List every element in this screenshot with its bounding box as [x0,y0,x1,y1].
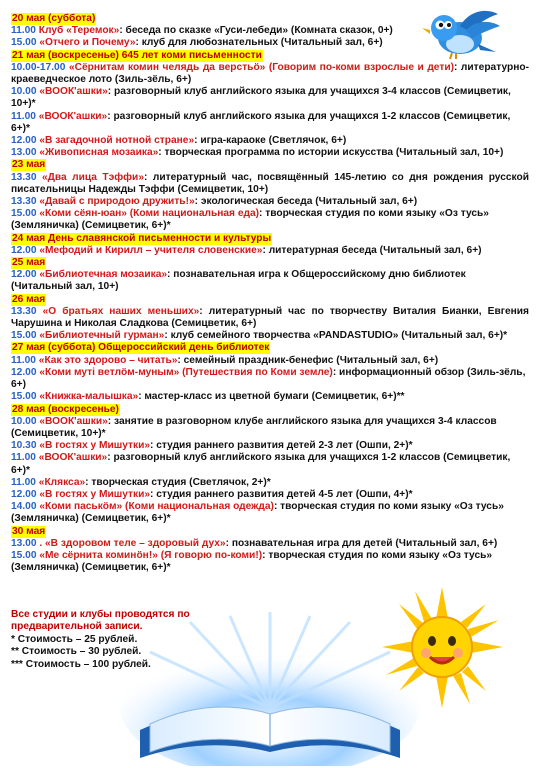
event-time: 13.00 [11,147,37,159]
event-description: : мастер-класс из цветной бумаги (Семицветик, 6+)** [138,391,405,403]
event-item [11,330,529,342]
notes-lead-line: предварительной записи. [11,621,143,633]
event-description: : творческая студия по коми языку «Оз тусь» (Земляничка) (Семицветик, 6+)* [11,549,493,574]
event-description: : экологическая беседа (Читальный зал, 6+) [194,196,418,208]
date-header: 20 мая (суббота) [12,13,96,24]
event-item [11,135,529,147]
event-time: 10.00-17.00 [11,61,66,73]
event-title: «Сёрнитам комин челядь да верстьö» (Говорим по-коми взрослые и дети) [68,61,454,73]
day-section [11,159,529,232]
event-description: : информационный обзор (Зиль-зёль, 6+) [11,366,526,391]
event-time: 12.00 [11,366,37,378]
date-header: 26 мая [12,293,46,305]
event-time: 11.00 [11,25,36,37]
event-time: 10.00 [11,415,37,427]
price-note: ** Стоимость – 30 рублей. [11,646,142,658]
event-time: 11.00 [11,452,36,464]
event-title: «Библиотечная мозаика» [39,269,168,281]
event-description: : литературно-краеведческое лото (Зиль-зёль, 6+) [11,61,529,86]
event-time: 10.00 [11,86,37,98]
date-header: 25 мая [12,257,46,269]
open-book-illustration [120,612,420,766]
event-description: : семейный праздник-бенефис (Читальный зал, 6+) [177,354,439,366]
event-description: : клуб для любознательных (Читальный зал, 6+) [135,37,383,49]
event-item [11,62,529,86]
event-title: «Коми сёян-юан» (Коми национальная еда) [39,208,260,220]
event-item [11,269,529,293]
event-item [11,111,529,135]
event-title: «Живописная мозаика» [39,147,159,159]
event-time: 15.00 [11,208,37,220]
event-time: 13.30 [11,171,37,183]
event-description: : литературный час по творчеству Виталия Бианки, Евгения Чарушина и Николая Сладкова (Семицветик, 6+) [11,305,529,330]
event-description: : познавательная игра для детей (Читальный зал, 6+) [225,537,498,549]
event-description: : литературный час, посвящённый 145-летию со дня рождения русской писательницы Надежды Тэффи (Семицветик, 10+) [11,171,529,195]
date-header: 21 мая (воскресенье) 645 лет коми письменности [12,49,262,61]
event-time: 11.00 [11,354,36,366]
event-title: «Мефодий и Кирилл – учителя словенские» [39,244,263,256]
event-description: : творческая студия (Светлячок, 2+)* [85,476,271,488]
schedule [11,13,529,574]
event-item [11,416,529,440]
event-time: 15.00 [11,549,37,561]
event-title: «Библиотечный гурман» [39,330,165,342]
event-title: «Ме сёрнита коминöн!» (Я говорю по-коми!) [39,549,263,561]
date-header: 28 мая (воскресенье) [12,403,119,415]
event-description: : занятие в разговорном клубе английского языка для учащихся 3-4 классов (Семицветик, 10+)* [11,415,497,439]
date-header: 27 мая (суббота) Общероссийский день библиотек [12,342,270,354]
event-title: «Как это здорово – читать» [38,354,178,366]
price-note: *** Стоимость – 100 рублей. [11,658,151,670]
event-title: «В гостях у Мишутки» [39,488,151,500]
event-item [11,477,529,489]
event-title: «Отчего и Почему» [39,37,136,49]
price-note: * Стоимость – 25 рублей. [11,633,138,645]
event-time: 12.00 [11,244,37,256]
day-section [11,342,529,403]
event-title: «Клякса» [38,476,86,488]
date-header: 30 мая [12,525,46,537]
event-item [11,306,529,330]
event-title: «Коми мутi вeтлöм-муным» (Путешествия по Коми земле) [39,366,333,378]
event-title: «В загадочной нотной стране» [39,135,195,147]
event-title: «ВООК'ашки» [39,86,108,98]
event-title: «Коми паськöм» (Коми национальная одежда) [39,501,274,513]
event-title: «Книжка-малышка» [39,391,139,403]
day-section [11,404,529,526]
event-description: : творческая программа по истории искусства (Читальный зал, 10+) [158,147,504,159]
event-item [11,367,529,391]
event-item [11,550,529,574]
date-header: 23 мая [12,159,46,171]
event-time: 15.00 [11,330,37,342]
event-title: . «В здоровом теле – здоровый дух» [39,537,226,549]
event-item [11,489,529,501]
event-title: Клуб «Теремок» [38,25,120,37]
event-time: 12.00 [11,488,37,500]
event-description: : творческая студия по коми языку «Оз тусь» (Земляничка) (Семицветик, 6+)* [11,208,489,232]
event-description: : литературная беседа (Читальный зал, 6+) [262,244,482,256]
event-item [11,440,529,452]
event-item [11,245,529,257]
event-description: : клуб семейного творчества «PANDASTUDIO» (Читальный зал, 6+)* [164,330,508,342]
event-item [11,86,529,110]
bluebird-illustration [420,4,502,62]
event-time: 12.00 [11,269,37,281]
event-time: 12.00 [11,135,37,147]
event-item [11,196,529,208]
event-time: 15.00 [11,391,37,403]
event-item [11,355,529,367]
day-section [11,50,529,160]
event-description: : разговорный клуб английского языка для учащихся 3-4 классов (Семицветик, 10+)* [11,86,511,110]
event-time: 14.00 [11,501,37,513]
day-section [11,294,529,343]
event-time: 13.30 [11,305,37,317]
event-time: 11.00 [11,476,36,488]
event-title: «Два лица Тэффи» [41,171,144,183]
event-title: «Давай с природою дружить!» [39,196,195,208]
event-title: «В гостях у Мишутки» [39,440,151,452]
event-description: : творческая студия по коми языку «Оз тусь» (Земляничка) (Семицветик, 6+)* [11,501,504,525]
event-item [11,147,529,159]
event-description: : познавательная игра к Общероссийскому дню библиотек (Читальный зал, 10+) [11,269,466,293]
event-time: 13.30 [11,196,37,208]
event-time: 15.00 [11,37,37,49]
event-item [11,538,529,550]
event-time: 13.00 [11,537,37,549]
event-item [11,501,529,525]
day-section [11,233,529,257]
date-header: 24 мая День славянской письменности и культуры [12,232,272,244]
notes-lead-line: Все студии и клубы проводятся по [11,609,190,620]
event-time: 10.30 [11,440,37,452]
event-item [11,452,529,476]
event-item [11,172,529,196]
event-item [11,391,529,403]
event-item [11,208,529,232]
day-section [11,257,529,294]
event-description: : студия раннего развития детей 4-5 лет (Ошпи, 4+)* [150,488,413,500]
event-title: «О братьях наших меньших» [42,305,200,317]
day-section [11,526,529,575]
event-time: 11.00 [11,110,36,122]
event-description: : беседа по сказке «Гуси-лебеди» (Комната сказок, 0+) [119,25,393,37]
event-title: «ВООК'ашки» [38,110,108,122]
event-description: : разговорный клуб английского языка для учащихся 1-2 классов (Семицветик, 6+)* [11,110,511,134]
event-title: «ВООК'ашки» [38,452,108,464]
event-description: : разговорный клуб английского языка для учащихся 1-2 классов (Семицветик, 6+)* [11,452,511,476]
event-description: : студия раннего развития детей 2-3 лет (Ошпи, 2+)* [150,440,413,452]
event-description: : игра-караоке (Светлячок, 6+) [194,135,347,147]
event-title: «ВООК'ашки» [39,415,108,427]
